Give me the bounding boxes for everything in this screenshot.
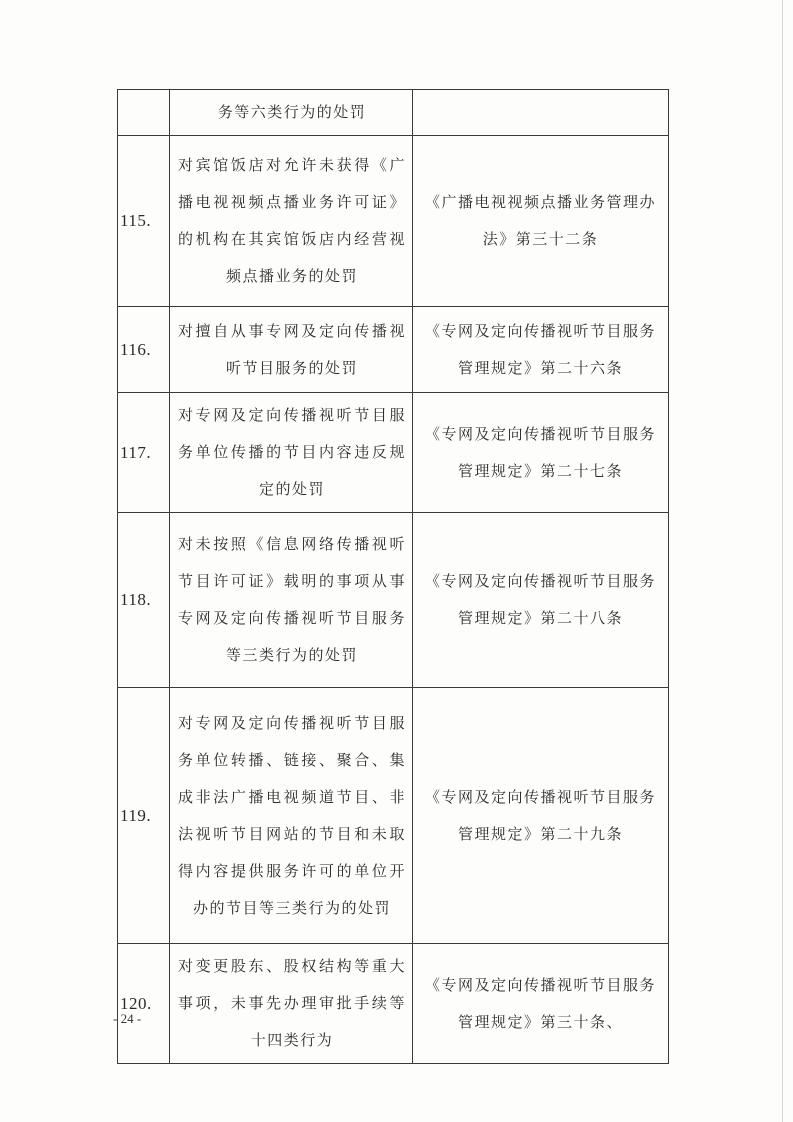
row-number: 118. [118,513,170,688]
penalty-item: 对专网及定向传播视听节目服务单位转播、链接、聚合、集成非法广播电视频道节目、非法视听节目网站的节目和未取得内容提供服务许可的单位开办的节目等三类行为的处罚 [170,688,413,944]
legal-basis: 《专网及定向传播视听节目服务管理规定》第二十九条 [413,688,669,944]
legal-basis: 《广播电视视频点播业务管理办法》第三十二条 [413,136,669,307]
row-number: 116. [118,307,170,393]
penalty-item: 对变更股东、股权结构等重大事项，未事先办理审批手续等十四类行为 [170,944,413,1064]
table-row [118,944,669,1064]
row-number: 117. [118,393,170,513]
row-number: 120. [118,944,170,1064]
penalty-item: 务等六类行为的处罚 [170,90,413,136]
row-number: 119. [118,688,170,944]
row-number [118,90,170,136]
legal-basis [413,90,669,136]
table-row [118,136,669,307]
penalty-item: 对宾馆饭店对允许未获得《广播电视视频点播业务许可证》的机构在其宾馆饭店内经营视频点播业务的处罚 [170,136,413,307]
table-row [118,307,669,393]
page-number: - 24 - [113,1011,142,1026]
penalty-item: 对专网及定向传播视听节目服务单位传播的节目内容违反规定的处罚 [170,393,413,513]
penalty-item: 对未按照《信息网络传播视听节目许可证》载明的事项从事专网及定向传播视听节目服务等三类行为的处罚 [170,513,413,688]
legal-basis: 《专网及定向传播视听节目服务管理规定》第二十七条 [413,393,669,513]
row-number: 115. [118,136,170,307]
penalty-table [117,89,669,1064]
table-row [118,90,669,136]
table-row [118,513,669,688]
table-row [118,688,669,944]
legal-basis: 《专网及定向传播视听节目服务管理规定》第二十八条 [413,513,669,688]
legal-basis: 《专网及定向传播视听节目服务管理规定》第三十条、 [413,944,669,1064]
penalty-item: 对擅自从事专网及定向传播视听节目服务的处罚 [170,307,413,393]
page-edge-line [782,0,783,1122]
legal-basis: 《专网及定向传播视听节目服务管理规定》第二十六条 [413,307,669,393]
table-row [118,393,669,513]
